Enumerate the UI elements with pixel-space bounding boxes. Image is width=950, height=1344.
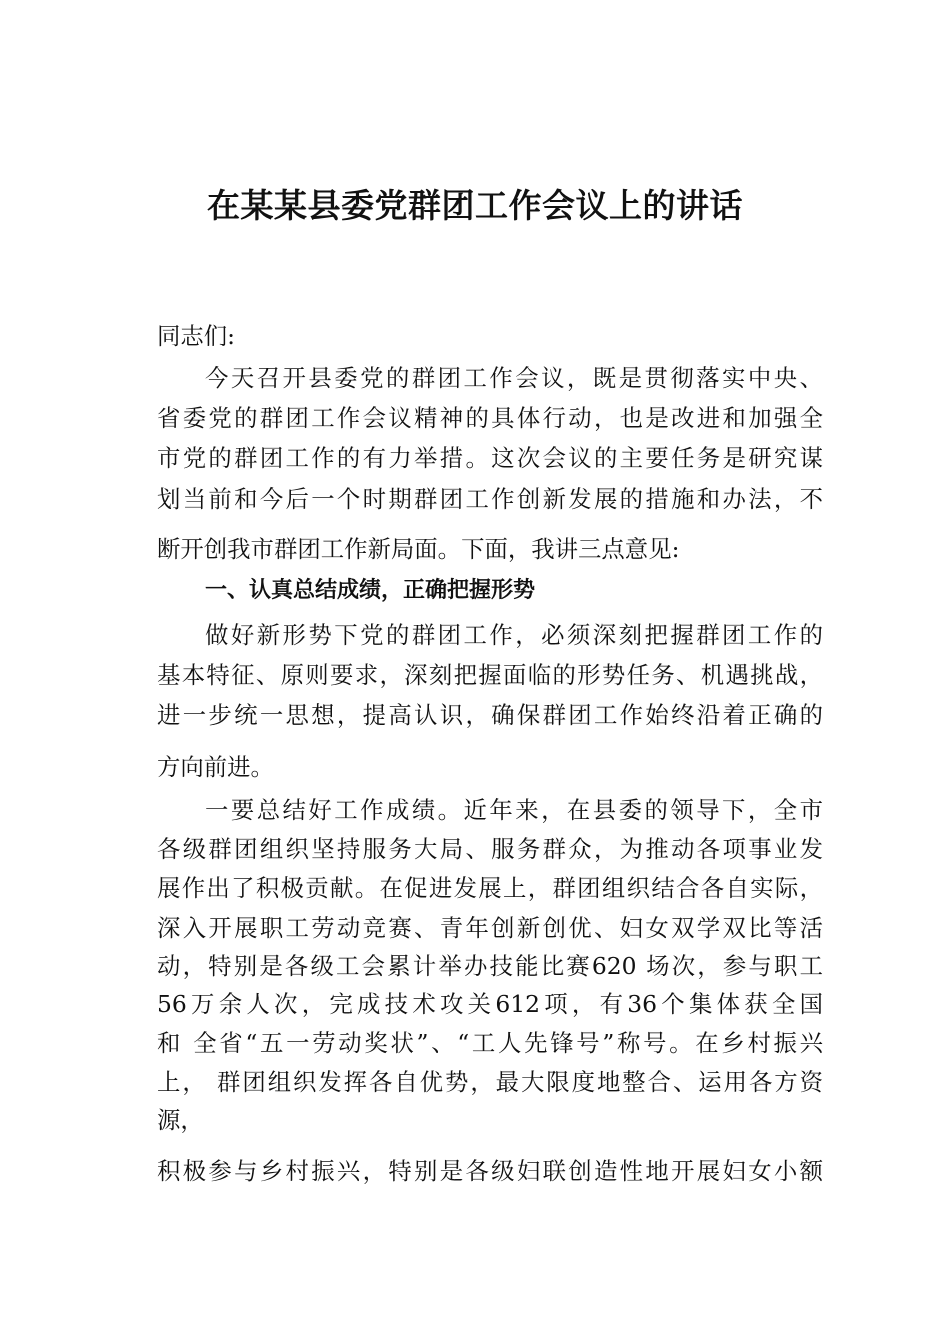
salutation: 同志们: [157, 322, 236, 350]
paragraph-line: 市党的群团工作的有力举措。这次会议的主要任务是研究谋 [157, 444, 823, 472]
paragraph-line: 各级群团组织坚持服务大局、服务群众，为推动各项事业发 [157, 835, 823, 863]
paragraph-line: 方向前进。 [157, 753, 274, 781]
paragraph-line: 做好新形势下党的群团工作，必须深刻把握群团工作的 [205, 621, 823, 649]
paragraph-line: 源， [157, 1106, 204, 1134]
paragraph-line: 划当前和今后一个时期群团工作创新发展的措施和办法，不 [157, 485, 823, 513]
paragraph-line: 深入开展职工劳动竞赛、青年创新创优、妇女双学双比等活 [157, 914, 823, 942]
paragraph-line: 省委党的群团工作会议精神的具体行动，也是改进和加强全 [157, 404, 823, 432]
paragraph-line: 动，特别是各级工会累计举办技能比赛620 场次，参与职工 [157, 952, 823, 980]
paragraph-line: 一要总结好工作成绩。近年来，在县委的领导下，全市 [205, 796, 823, 824]
paragraph-line: 展作出了积极贡献。在促进发展上，群团组织结合各自实际， [157, 874, 823, 902]
page-title: 在某某县委党群团工作会议上的讲话 [207, 186, 743, 225]
paragraph-line: 56万余人次，完成技术攻关612项，有36个集体获全国 [157, 990, 823, 1018]
paragraph-line: 基本特征、原则要求，深刻把握面临的形势任务、机遇挑战， [157, 661, 823, 689]
paragraph-line: 上， 群团组织发挥各自优势，最大限度地整合、运用各方资 [157, 1068, 823, 1096]
paragraph-line: 和 全省“五一劳动奖状”、“工人先锋号”称号。在乡村振兴 [157, 1029, 823, 1057]
section-heading: 一、认真总结成绩，正确把握形势 [205, 578, 536, 603]
paragraph-line: 进一步统一思想，提高认识，确保群团工作始终沿着正确的 [157, 701, 823, 729]
paragraph-line: 今天召开县委党的群团工作会议，既是贯彻落实中央、 [205, 364, 823, 392]
paragraph-line: 断开创我市群团工作新局面。下面，我讲三点意见: [157, 535, 680, 563]
paragraph-line: 积极参与乡村振兴，特别是各级妇联创造性地开展妇女小额 [157, 1157, 823, 1185]
